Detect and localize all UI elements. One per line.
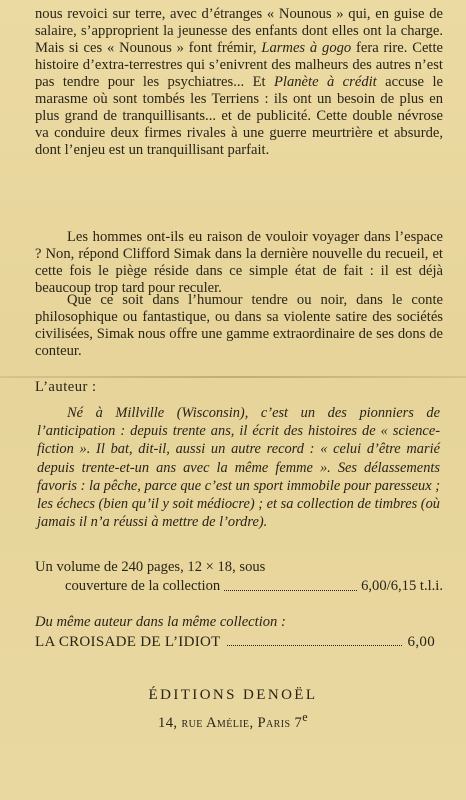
author-heading: L’auteur : (35, 379, 97, 395)
paragraph-2-text: Les hommes ont-ils eu raison de vouloir voyager dans l’espace ? Non, répond Clifford Simak dans la dernière nouvelle du recueil, et cette fois le piège réside dans ce simple état de fait : il est déjà beaucoup trop tard pour reculer. (35, 229, 443, 296)
paragraph-3 (35, 292, 443, 360)
address-number: 14, (158, 714, 182, 731)
paragraph-1-text-c: accuse le marasme où sont tombés les Terriens : ils ont un besoin de plus en plus grand de tranquillisants... et de publicité. Cette double névrose va conduire deux firmes rivales à une guerre meurtrière et absurde, dont l’enjeu est un tranquillisant parfait. (35, 74, 443, 158)
paragraph-1-text-b: fera rire. Cette histoire d’extra-terrestres qui s’enivrent des malheurs des autres n’est pas tendre pour les psychiatres... Et (35, 40, 444, 90)
volume-line-1: Un volume de 240 pages, 12 × 18, sous (35, 559, 266, 575)
author-bio-text: Né à Millville (Wisconsin), c’est un des pionniers de l’anticipation : depuis trente ans, il écrit des histoires de « science-fiction ». Il bat, dit-il, aussi un autre record : « celui d’être marié depuis trente-et-un ans avec la même femme ». Ses délassements favoris : la pêche, parce que c’est un sport immobile pour paresseux ; les échecs (bien qu’il y soit médiocre) ; et sa collection de timbres (où jamais il n’a réussi à mettre de l’ordre). (37, 405, 440, 531)
volume-line-2 (35, 577, 443, 596)
publisher-name: ÉDITIONS DENOËL (148, 687, 318, 703)
title-larmes-a-gogo: Larmes à gogo (261, 40, 352, 56)
paragraph-1-text-a: nous revoici sur terre, avec d’étranges « Nounous » qui, en guise de salaire, s’approprient la jeunesse des enfants dont elles ont la charge. Mais si ces « Nounous » font frémir, (35, 6, 443, 56)
publisher-address (0, 710, 466, 732)
book-title: LA CROISADE DE L’IDIOT (35, 634, 221, 650)
author-bio (37, 404, 440, 531)
dot-leader (227, 634, 402, 646)
book-price: 6,00 (407, 634, 435, 650)
dot-leader (224, 577, 357, 591)
paragraph-2 (35, 229, 443, 297)
address-superscript: e (302, 710, 308, 724)
volume-info (35, 558, 443, 596)
volume-price: 6,00/6,15 t.l.i. (361, 578, 443, 594)
page-fold-line (0, 376, 466, 378)
paragraph-3-text: Que ce soit dans l’humour tendre ou noir, dans le conte philosophique ou fantastique, ou dans sa violente satire des sociétés civilisées, Simak nous offre une gamme extraordinaire de ses dons de conteur. (35, 292, 443, 359)
address-street: rue Amélie, Paris 7 (181, 714, 303, 731)
paragraph-1 (35, 6, 443, 159)
same-author-label: Du même auteur dans la même collection : (35, 614, 286, 630)
volume-cover-label: couverture de la collection (65, 578, 221, 594)
same-author-book (35, 634, 435, 651)
title-planete-a-credit: Planète à crédit (273, 74, 377, 90)
